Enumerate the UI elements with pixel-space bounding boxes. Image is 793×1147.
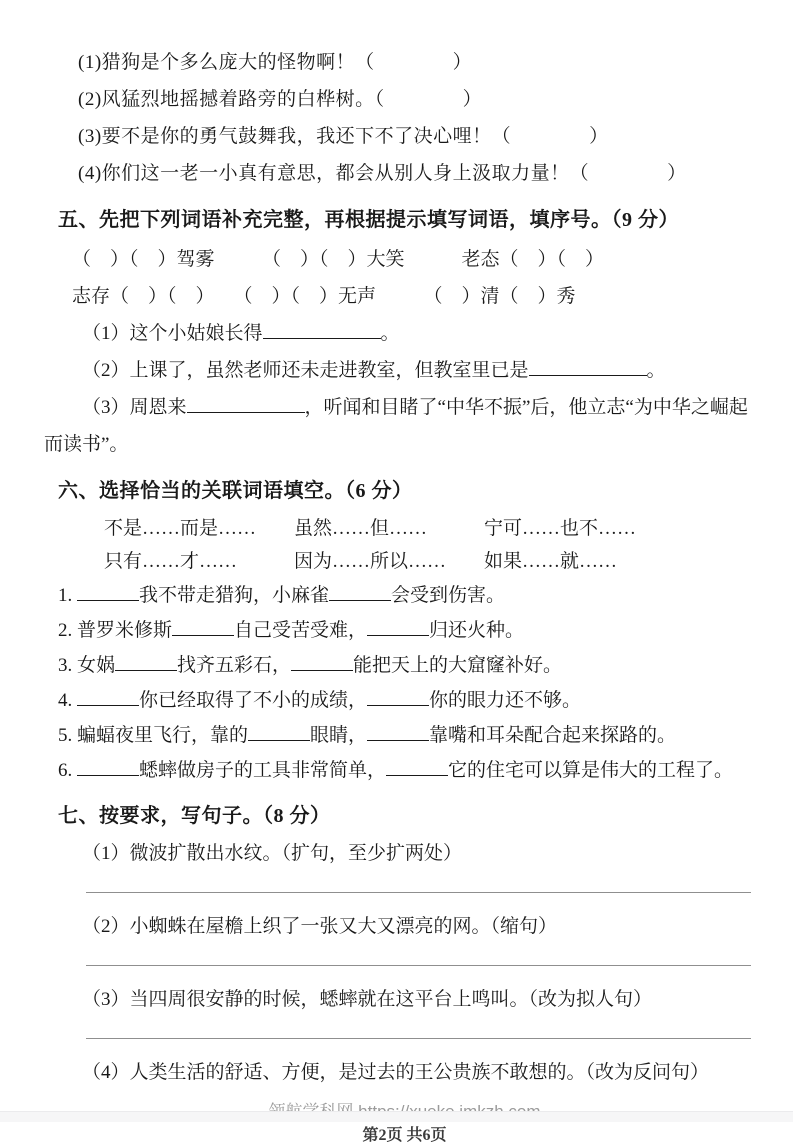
item-number: （1） [82, 843, 130, 864]
item-text: 眼睛， [310, 725, 368, 746]
answer-line [86, 965, 751, 966]
conjunction-item [58, 753, 751, 788]
section-title: 五、先把下列词语补充完整，再根据提示填写词语，填序号。（9 分） [58, 209, 679, 231]
item-number: （3） [82, 397, 130, 418]
item-text: 当四周很安静的时候，蟋蟀就在这平台上鸣叫。（改为拟人句） [129, 989, 653, 1010]
item-number: （2） [82, 360, 130, 381]
item-text: 人类生活的舒适、方便，是过去的王公贵族不敢想的。（改为反问句） [129, 1062, 710, 1083]
item-number: (2) [78, 89, 102, 110]
item-number: (3) [78, 126, 102, 147]
answer-line [86, 1038, 751, 1039]
item-text: 它的住宅可以算是伟大的工程了。 [448, 760, 734, 781]
fill-blank [77, 582, 139, 601]
fill-blank [172, 617, 234, 636]
fill-item [58, 315, 751, 352]
conjunction-item [58, 648, 751, 683]
item-text: 会受到伤害。 [391, 585, 506, 606]
question-item [58, 44, 751, 81]
conjunction-item [58, 718, 751, 753]
fill-blank [367, 617, 429, 636]
fill-blank [367, 722, 429, 741]
item-text: 女娲 [77, 655, 116, 676]
top-question-list [58, 44, 751, 192]
item-number: 5. [58, 725, 73, 746]
item-number: 4. [58, 690, 73, 711]
fill-item [44, 389, 751, 463]
answer-paren: （ ） [491, 126, 609, 147]
fill-blank [248, 722, 310, 741]
conjunction-item [58, 578, 751, 613]
item-number: （2） [82, 916, 130, 937]
section-title: 六、选择恰当的关联词语填空。（6 分） [58, 480, 413, 502]
word-completion-row: 志存（ ）（ ） （ ）（ ）无声 （ ）清（ ）秀 [72, 286, 576, 307]
item-number: 6. [58, 760, 73, 781]
item-text: 你已经取得了不小的成绩， [139, 690, 368, 711]
section-title: 七、按要求，写句子。（8 分） [58, 805, 331, 827]
question-item [58, 81, 751, 118]
fill-blank [329, 582, 391, 601]
item-text: 靠嘴和耳朵配合起来探路的。 [429, 725, 677, 746]
fill-blank [263, 320, 381, 339]
fill-blank [187, 394, 305, 413]
item-text: 普罗米修斯 [77, 620, 173, 641]
conjunction-options-row: 只有……才…… 因为……所以…… 如果……就…… [104, 551, 618, 572]
item-text: 你的眼力还不够。 [429, 690, 582, 711]
fill-item [58, 352, 751, 389]
item-text: 小蜘蛛在屋檐上织了一张又大又漂亮的网。（缩句） [129, 916, 558, 937]
item-text: 周恩来 [129, 397, 187, 418]
answer-paren: （ ） [569, 163, 687, 184]
item-text: 能把天上的大窟窿补好。 [353, 655, 563, 676]
sentence-item [58, 1056, 751, 1090]
fill-blank [115, 652, 177, 671]
item-number: 3. [58, 655, 73, 676]
conjunction-options-row: 不是……而是…… 虽然……但…… 宁可……也不…… [104, 518, 637, 539]
fill-blank [77, 757, 139, 776]
answer-paren: （ ） [355, 52, 473, 73]
item-text: 归还火种。 [429, 620, 525, 641]
scan-edge-strip [0, 1111, 793, 1122]
item-number: （3） [82, 989, 130, 1010]
question-item [58, 118, 751, 155]
page-footer [58, 1100, 751, 1147]
word-completion-row: （ ）（ ）驾雾 （ ）（ ）大笑 老态（ ）（ ） [72, 249, 605, 270]
item-number: (1) [78, 52, 102, 73]
section-five [44, 205, 751, 463]
item-text: 上课了，虽然老师还未走进教室，但教室里已是 [129, 360, 529, 381]
fill-blank [367, 687, 429, 706]
item-number: (4) [78, 163, 102, 184]
item-number: （4） [82, 1062, 130, 1083]
item-text: 。 [646, 360, 666, 381]
conjunction-item [58, 683, 751, 718]
question-item [58, 155, 751, 192]
item-text: 找齐五彩石， [177, 655, 292, 676]
item-text: 要不是你的勇气鼓舞我，我还下不了决心哩！ [101, 126, 492, 147]
item-text: 自己受苦受难， [234, 620, 368, 641]
sentence-item [58, 910, 751, 944]
item-text: 你们这一老一小真有意思，都会从别人身上汲取力量！ [101, 163, 570, 184]
item-number: 1. [58, 585, 73, 606]
section-six [58, 476, 751, 788]
answer-paren: （ ） [374, 89, 483, 110]
item-text: 猎狗是个多么庞大的怪物啊！ [101, 52, 356, 73]
fill-blank [529, 357, 647, 376]
answer-line [86, 892, 751, 893]
item-number: （1） [82, 323, 130, 344]
item-text: 蝙蝠夜里飞行，靠的 [77, 725, 249, 746]
item-text: 风猛烈地摇撼着路旁的白桦树。 [101, 89, 375, 110]
sentence-item [58, 837, 751, 871]
fill-blank [386, 757, 448, 776]
page-number: 第2页 共6页 [362, 1127, 447, 1144]
item-text: 这个小姑娘长得 [129, 323, 263, 344]
item-text: 微波扩散出水纹。（扩句，至少扩两处） [129, 843, 463, 864]
section-seven [58, 801, 751, 1090]
fill-blank [77, 687, 139, 706]
sentence-item [58, 983, 751, 1017]
item-text: 蟋蟀做房子的工具非常简单， [139, 760, 387, 781]
conjunction-item [58, 613, 751, 648]
item-number: 2. [58, 620, 73, 641]
item-text: 我不带走猎狗，小麻雀 [139, 585, 330, 606]
fill-blank [291, 652, 353, 671]
item-text: ，听闻和目睹了“中华不振”后，他立志“为中华之崛起而读书”。 [44, 397, 748, 455]
item-text: 。 [380, 323, 400, 344]
